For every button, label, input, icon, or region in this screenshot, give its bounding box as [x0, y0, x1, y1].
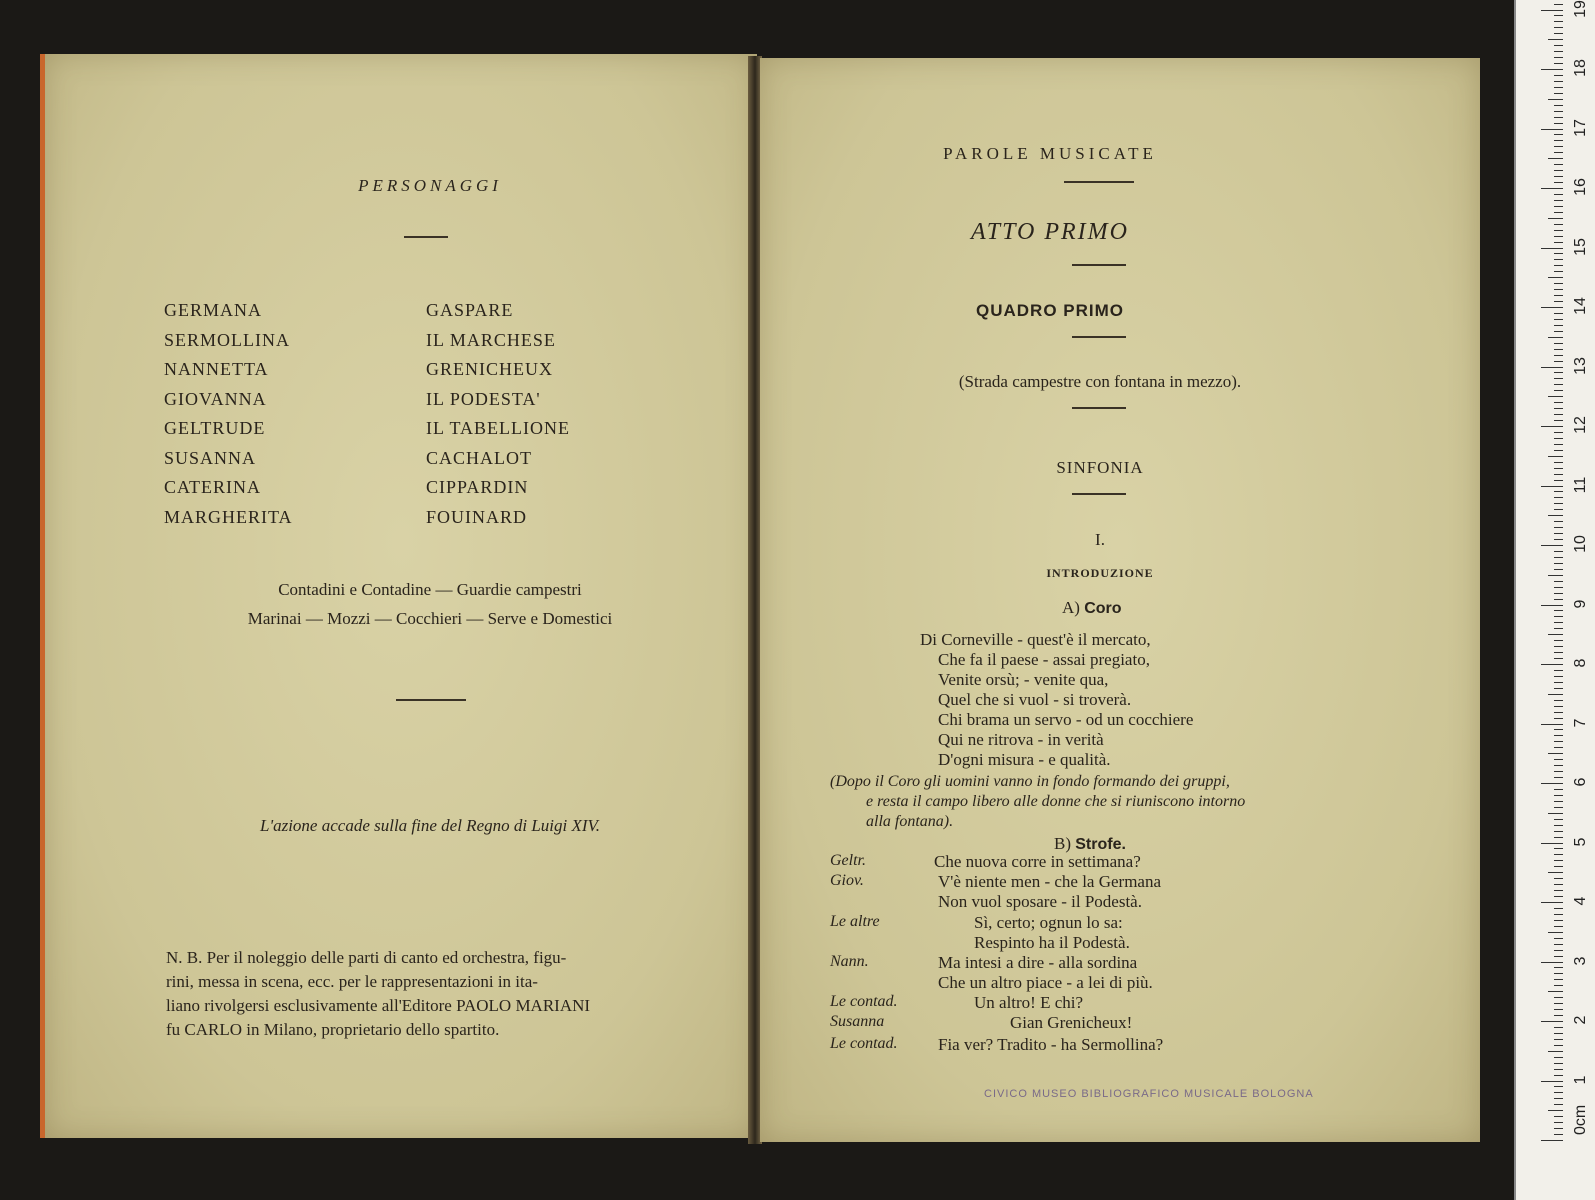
- ruler-tick: [1554, 997, 1563, 998]
- ruler-tick: [1541, 188, 1563, 189]
- ruler-tick: [1554, 801, 1563, 802]
- divider: [1072, 493, 1126, 495]
- ruler-tick: [1541, 129, 1563, 130]
- ruler-tick: [1554, 658, 1563, 659]
- ruler-tick: [1541, 783, 1563, 784]
- ruler-tick: [1541, 664, 1563, 665]
- ruler-tick: [1554, 462, 1563, 463]
- ruler-tick: [1554, 890, 1563, 891]
- strofe-label: Strofe.: [1075, 836, 1126, 853]
- ruler-tick: [1554, 967, 1563, 968]
- ruler-tick: [1554, 468, 1563, 469]
- ruler-tick: [1554, 628, 1563, 629]
- ruler-tick: [1554, 378, 1563, 379]
- ruler-tick: [1554, 200, 1563, 201]
- nb-line: N. B. Per il noleggio delle parti di canto ed orchestra, figu-: [166, 948, 567, 967]
- ruler-tick: [1548, 813, 1563, 814]
- ruler-tick: [1554, 63, 1563, 64]
- ruler-tick: [1554, 1075, 1563, 1076]
- ruler-number: 16: [1572, 178, 1589, 196]
- ruler-tick: [1548, 1110, 1563, 1111]
- ruler-tick: [1554, 551, 1563, 552]
- ruler-tick: [1541, 545, 1563, 546]
- ruler-tick: [1554, 765, 1563, 766]
- ruler-tick: [1554, 569, 1563, 570]
- sinfonia-heading: SINFONIA: [1056, 458, 1144, 477]
- ruler-tick: [1554, 402, 1563, 403]
- nb-note: [166, 946, 706, 1042]
- ruler-tick: [1554, 819, 1563, 820]
- ruler-tick: [1554, 93, 1563, 94]
- ensemble-line: Marinai — Mozzi — Cocchieri — Serve e Domestici: [247, 609, 613, 628]
- speaker: Le contad.: [830, 1035, 898, 1052]
- coro-prefix: A): [1062, 598, 1080, 617]
- ruler-tick: [1541, 962, 1563, 963]
- ruler-tick: [1554, 319, 1563, 320]
- ruler-tick: [1548, 872, 1563, 873]
- stage-direction: e resta il campo libero alle donne che si riuniscono intorno: [866, 793, 1246, 810]
- ruler-tick: [1548, 694, 1563, 695]
- ruler-tick: [1554, 230, 1563, 231]
- ruler-tick: [1554, 313, 1563, 314]
- ruler-tick: [1548, 991, 1563, 992]
- act-title: ATTO PRIMO: [971, 219, 1129, 245]
- cast-name: GIOVANNA: [164, 388, 267, 409]
- cast-list-women: [164, 296, 293, 532]
- ruler-tick: [1554, 152, 1563, 153]
- ruler-tick: [1554, 973, 1563, 974]
- ruler-tick: [1554, 587, 1563, 588]
- ruler-tick: [1554, 253, 1563, 254]
- ruler-tick: [1554, 527, 1563, 528]
- ruler-tick: [1554, 265, 1563, 266]
- ruler-tick: [1554, 87, 1563, 88]
- ruler-tick: [1554, 15, 1563, 16]
- ruler-tick: [1554, 652, 1563, 653]
- stage-direction: alla fontana).: [866, 813, 954, 830]
- ruler-tick: [1554, 759, 1563, 760]
- ruler-tick: [1554, 474, 1563, 475]
- ruler-tick: [1554, 236, 1563, 237]
- ruler-tick: [1554, 706, 1563, 707]
- verse-line: D'ogni misura - e qualità.: [938, 750, 1111, 769]
- ruler-tick: [1554, 361, 1563, 362]
- ruler-tick: [1554, 521, 1563, 522]
- ruler-tick: [1554, 854, 1563, 855]
- ruler-tick: [1548, 515, 1563, 516]
- dialogue-line: Gian Grenicheux!: [1010, 1013, 1133, 1032]
- ruler-tick: [1554, 271, 1563, 272]
- ruler-tick: [1554, 331, 1563, 332]
- ruler-tick: [1554, 825, 1563, 826]
- ruler-number: 19: [1572, 0, 1589, 18]
- ruler-tick: [1554, 224, 1563, 225]
- ruler-tick: [1554, 194, 1563, 195]
- ruler-tick: [1554, 33, 1563, 34]
- ruler-tick: [1541, 902, 1563, 903]
- ruler-tick: [1554, 480, 1563, 481]
- ruler-tick: [1554, 1027, 1563, 1028]
- coro-label: Coro: [1084, 600, 1122, 617]
- speaker: Susanna: [830, 1013, 885, 1030]
- cast-name: GERMANA: [164, 300, 263, 320]
- ruler-tick: [1548, 39, 1563, 40]
- ruler-tick: [1554, 432, 1563, 433]
- ruler-tick: [1548, 218, 1563, 219]
- ruler-tick: [1554, 735, 1563, 736]
- cast-name: SERMOLLINA: [164, 329, 290, 350]
- ruler-tick: [1554, 1015, 1563, 1016]
- strofe-prefix: B): [1054, 834, 1071, 853]
- dialogue-line: Respinto ha il Podestà.: [974, 933, 1130, 952]
- ruler-tick: [1554, 384, 1563, 385]
- ruler-tick: [1554, 343, 1563, 344]
- ruler-tick: [1554, 289, 1563, 290]
- ruler-tick: [1554, 1116, 1563, 1117]
- ruler-tick: [1554, 771, 1563, 772]
- ruler-number: 1: [1572, 1075, 1589, 1084]
- dialogue-line: Ma intesi a dire - alla sordina: [938, 953, 1138, 972]
- setting-note: L'azione accade sulla fine del Regno di Luigi XIV.: [260, 816, 600, 835]
- ruler-tick: [1554, 1128, 1563, 1129]
- ruler-tick: [1554, 676, 1563, 677]
- ruler-tick: [1541, 605, 1563, 606]
- divider: [396, 699, 466, 701]
- ruler-tick: [1554, 979, 1563, 980]
- ruler-tick: [1554, 4, 1563, 5]
- ruler-tick: [1554, 242, 1563, 243]
- ruler-tick: [1554, 503, 1563, 504]
- ruler-tick: [1554, 57, 1563, 58]
- ruler-tick: [1554, 414, 1563, 415]
- scene-title: QUADRO PRIMO: [976, 301, 1124, 320]
- ruler-tick: [1548, 277, 1563, 278]
- ruler-tick: [1554, 593, 1563, 594]
- ruler-tick: [1554, 123, 1563, 124]
- ruler-tick: [1554, 444, 1563, 445]
- ruler-tick: [1554, 450, 1563, 451]
- ruler-tick: [1554, 1104, 1563, 1105]
- ruler-tick: [1554, 950, 1563, 951]
- speaker: Geltr.: [830, 852, 866, 869]
- ruler-tick: [1554, 866, 1563, 867]
- ruler-tick: [1554, 1063, 1563, 1064]
- ruler-tick: [1554, 164, 1563, 165]
- ruler-tick: [1541, 486, 1563, 487]
- verse-line: Venite orsù; - venite qua,: [938, 670, 1109, 689]
- ruler-tick: [1548, 99, 1563, 100]
- ruler-tick: [1541, 724, 1563, 725]
- ruler-tick: [1541, 1140, 1563, 1141]
- ruler-tick: [1548, 456, 1563, 457]
- divider: [1064, 181, 1134, 183]
- ruler-tick: [1554, 860, 1563, 861]
- verse-line: Chi brama un servo - od un cocchiere: [938, 710, 1194, 729]
- verse-line: Che fa il paese - assai pregiato,: [938, 650, 1150, 669]
- ruler-tick: [1554, 355, 1563, 356]
- speaker: Nann.: [830, 953, 869, 970]
- nb-line: fu CARLO in Milano, proprietario dello spartito.: [166, 1020, 500, 1039]
- ruler-tick: [1554, 926, 1563, 927]
- ruler-number: 3: [1572, 956, 1589, 965]
- ruler-tick: [1554, 700, 1563, 701]
- speaker: Giov.: [830, 872, 864, 889]
- ruler-tick: [1541, 248, 1563, 249]
- ruler-number: 9: [1572, 599, 1589, 608]
- dialogue-line: Fia ver? Tradito - ha Sermollina?: [938, 1035, 1164, 1054]
- ruler-number: 13: [1572, 356, 1589, 375]
- ruler-tick: [1554, 610, 1563, 611]
- ruler-tick: [1554, 557, 1563, 558]
- ruler-tick: [1554, 325, 1563, 326]
- ruler-number: 4: [1572, 896, 1589, 906]
- ruler-tick: [1554, 884, 1563, 885]
- ruler-tick: [1554, 599, 1563, 600]
- ruler-tick: [1548, 634, 1563, 635]
- ruler-tick: [1554, 640, 1563, 641]
- dialogue-line: Che nuova corre in settimana?: [934, 852, 1141, 871]
- ruler-tick: [1548, 158, 1563, 159]
- ruler-tick: [1554, 117, 1563, 118]
- ruler-tick: [1554, 729, 1563, 730]
- nb-line: rini, messa in scena, ecc. per le rappresentazioni in ita-: [166, 972, 538, 991]
- ruler-number: 18: [1572, 59, 1589, 77]
- coro-heading: [1062, 598, 1122, 618]
- cast-name: GRENICHEUX: [426, 359, 553, 379]
- ruler-tick: [1554, 944, 1563, 945]
- ruler-tick: [1554, 301, 1563, 302]
- speaker: Le altre: [830, 913, 880, 930]
- verse-line: Di Corneville - quest'è il mercato,: [920, 630, 1151, 649]
- ruler-tick: [1554, 1045, 1563, 1046]
- dialogue-line: Non vuol sposare - il Podestà.: [938, 892, 1142, 911]
- ruler-tick: [1554, 795, 1563, 796]
- ruler-tick: [1548, 753, 1563, 754]
- cast-name: IL MARCHESE: [426, 329, 556, 350]
- ruler-tick: [1554, 539, 1563, 540]
- ruler-tick: [1541, 1081, 1563, 1082]
- ruler-tick: [1548, 1051, 1563, 1052]
- ruler-tick: [1554, 777, 1563, 778]
- cast-name: CATERINA: [164, 477, 261, 497]
- ruler-tick: [1548, 396, 1563, 397]
- dialogue-line: V'è niente men - che la Germana: [938, 872, 1162, 891]
- cast-name: CIPPARDIN: [426, 477, 529, 497]
- ruler-tick: [1554, 920, 1563, 921]
- ruler-tick: [1554, 105, 1563, 106]
- verse-line: Quel che si vuol - si troverà.: [938, 690, 1132, 709]
- ruler-tick: [1554, 878, 1563, 879]
- ruler-tick: [1554, 182, 1563, 183]
- ruler-tick: [1554, 372, 1563, 373]
- ruler-tick: [1554, 283, 1563, 284]
- number-label: I.: [1095, 530, 1105, 549]
- divider: [1072, 407, 1126, 409]
- ruler-number: 5: [1572, 837, 1589, 846]
- ruler-number: 6: [1572, 777, 1589, 787]
- ruler-tick: [1554, 718, 1563, 719]
- ruler-tick: [1554, 581, 1563, 582]
- ruler-tick: [1554, 563, 1563, 564]
- ruler-number: 14: [1572, 297, 1589, 315]
- nb-line: liano rivolgersi esclusivamente all'Editore PAOLO MARIANI: [166, 996, 591, 1015]
- ruler-tick: [1541, 69, 1563, 70]
- ruler-tick: [1554, 1134, 1563, 1135]
- ruler-tick: [1554, 1003, 1563, 1004]
- ruler-tick: [1541, 367, 1563, 368]
- ruler-tick: [1554, 140, 1563, 141]
- cast-name: GASPARE: [426, 300, 514, 320]
- ruler-number: 2: [1572, 1015, 1589, 1025]
- ruler-tick: [1554, 75, 1563, 76]
- ruler-tick: [1554, 1092, 1563, 1093]
- ruler-tick: [1541, 843, 1563, 844]
- ruler-tick: [1541, 1021, 1563, 1022]
- cast-name: IL PODESTA': [426, 388, 541, 409]
- ruler-number: 7: [1572, 718, 1589, 727]
- personaggi-heading: PERSONAGGI: [358, 176, 502, 195]
- ruler-number: 15: [1572, 237, 1589, 256]
- ruler-tick: [1554, 170, 1563, 171]
- divider: [404, 236, 448, 238]
- ruler-tick: [1554, 1033, 1563, 1034]
- cast-name: GELTRUDE: [164, 418, 266, 438]
- ruler-tick: [1554, 807, 1563, 808]
- introduzione-heading: INTRODUZIONE: [1046, 566, 1154, 580]
- ruler-tick: [1554, 491, 1563, 492]
- ruler-tick: [1554, 533, 1563, 534]
- ruler-tick: [1554, 349, 1563, 350]
- ruler-tick: [1554, 51, 1563, 52]
- ruler-tick: [1554, 938, 1563, 939]
- ruler-tick: [1541, 10, 1563, 11]
- ruler-tick: [1554, 1098, 1563, 1099]
- ruler-tick: [1554, 985, 1563, 986]
- ruler-number: 11: [1572, 476, 1589, 493]
- ruler-tick: [1554, 956, 1563, 957]
- ruler-tick: [1554, 390, 1563, 391]
- ruler-tick: [1554, 646, 1563, 647]
- ruler-tick: [1554, 45, 1563, 46]
- ruler-tick: [1548, 337, 1563, 338]
- ruler-tick: [1554, 670, 1563, 671]
- ruler-tick: [1554, 896, 1563, 897]
- ruler-tick: [1554, 259, 1563, 260]
- measurement-ruler: [1514, 0, 1595, 1200]
- ruler-tick: [1554, 212, 1563, 213]
- ruler-tick: [1554, 21, 1563, 22]
- ruler-tick: [1554, 712, 1563, 713]
- ruler-tick: [1554, 1039, 1563, 1040]
- ruler-tick: [1548, 575, 1563, 576]
- cast-name: SUSANNA: [164, 447, 257, 468]
- cast-list-men: [426, 296, 570, 532]
- ruler-tick: [1554, 1069, 1563, 1070]
- strofe-heading: [1054, 834, 1126, 854]
- ruler-tick: [1554, 497, 1563, 498]
- ruler-tick: [1554, 789, 1563, 790]
- cast-name: IL TABELLIONE: [426, 418, 571, 438]
- ruler-number: 10: [1572, 535, 1589, 553]
- ruler-tick: [1554, 27, 1563, 28]
- ruler-tick: [1554, 134, 1563, 135]
- ruler-tick: [1554, 848, 1563, 849]
- ruler-tick: [1541, 426, 1563, 427]
- cast-name: MARGHERITA: [164, 506, 293, 527]
- dialogue-line: Sì, certo; ognun lo sa:: [974, 913, 1123, 932]
- ruler-tick: [1554, 831, 1563, 832]
- stage-direction: (Dopo il Coro gli uomini vanno in fondo formando dei gruppi,: [830, 773, 1230, 790]
- ruler-tick: [1554, 438, 1563, 439]
- ruler-tick: [1554, 1122, 1563, 1123]
- ruler-tick: [1554, 1009, 1563, 1010]
- ruler-tick: [1554, 176, 1563, 177]
- ruler-tick: [1541, 307, 1563, 308]
- speaker: Le contad.: [830, 993, 898, 1010]
- ruler-tick: [1554, 509, 1563, 510]
- ruler-tick: [1554, 747, 1563, 748]
- ruler-tick: [1554, 908, 1563, 909]
- divider: [1072, 264, 1126, 266]
- library-stamp: CIVICO MUSEO BIBLIOGRAFICO MUSICALE BOLOGNA: [984, 1088, 1314, 1100]
- cast-name: CACHALOT: [426, 447, 532, 468]
- ruler-tick: [1554, 688, 1563, 689]
- ruler-tick: [1548, 932, 1563, 933]
- verse-line: Qui ne ritrova - in verità: [938, 730, 1104, 749]
- parole-musicate-heading: PAROLE MUSICATE: [943, 144, 1157, 163]
- ruler-tick: [1554, 837, 1563, 838]
- ruler-tick: [1554, 81, 1563, 82]
- ruler-number: 12: [1572, 416, 1589, 434]
- ruler-tick: [1554, 111, 1563, 112]
- ruler-tick: [1554, 1086, 1563, 1087]
- ruler-number: 0cm: [1572, 1104, 1589, 1135]
- ruler-tick: [1554, 616, 1563, 617]
- cast-name: NANNETTA: [164, 359, 269, 379]
- ruler-tick: [1554, 420, 1563, 421]
- ruler-tick: [1554, 1057, 1563, 1058]
- scene-description: (Strada campestre con fontana in mezzo).: [958, 372, 1242, 391]
- ruler-tick: [1554, 146, 1563, 147]
- ruler-number: 17: [1572, 118, 1589, 137]
- ruler-tick: [1554, 741, 1563, 742]
- dialogue-line: Un altro! E chi?: [974, 993, 1084, 1012]
- ruler-tick: [1554, 682, 1563, 683]
- ruler-tick: [1554, 914, 1563, 915]
- ruler-tick: [1554, 408, 1563, 409]
- ruler-tick: [1554, 295, 1563, 296]
- divider: [1072, 336, 1126, 338]
- ensemble-line: Contadini e Contadine — Guardie campestri: [278, 580, 582, 599]
- cast-name: FOUINARD: [426, 506, 528, 527]
- ruler-tick: [1554, 622, 1563, 623]
- dialogue-line: Che un altro piace - a lei di più.: [938, 973, 1153, 992]
- ruler-number: 8: [1572, 658, 1589, 668]
- ruler-tick: [1554, 206, 1563, 207]
